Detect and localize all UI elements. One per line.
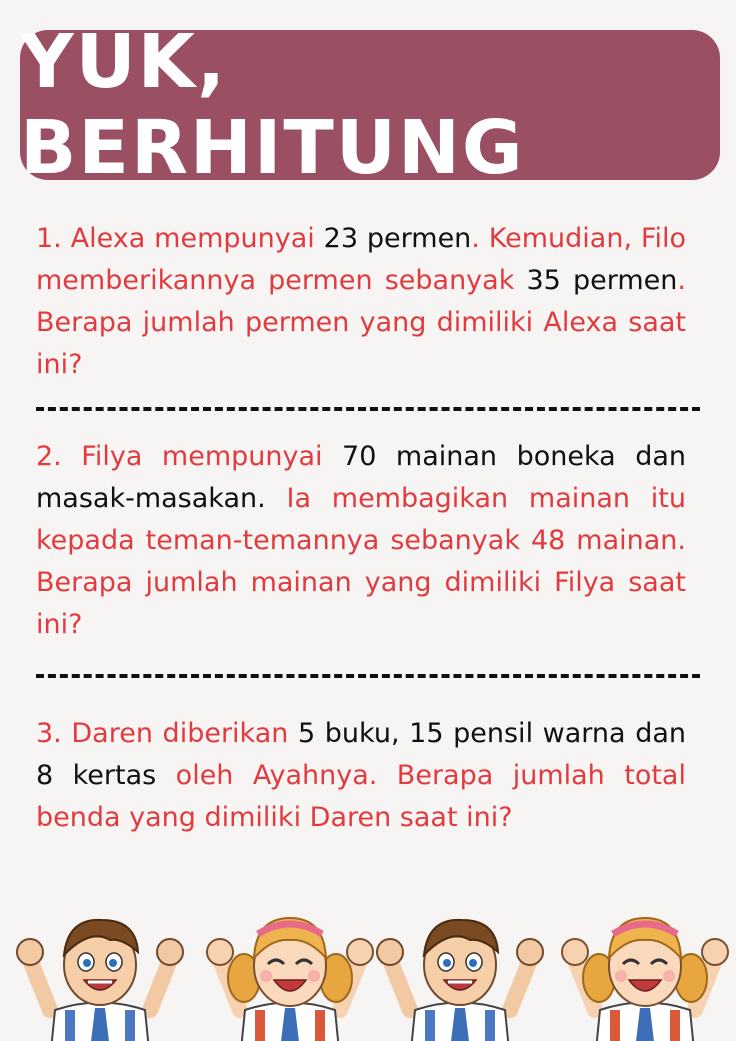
- question-2-text-1: 2. Filya mempunyai: [36, 441, 343, 472]
- dashed-divider: [36, 674, 700, 678]
- girl-cheering-icon: [562, 918, 728, 1041]
- question-3-text-2: 5 buku, 15 pensil warna dan 8 kertas: [36, 718, 687, 791]
- page-title: YUK, BERHITUNG: [20, 19, 525, 191]
- girl-cheering-icon: [207, 918, 373, 1041]
- kids-illustration: [0, 890, 736, 1041]
- question-2-text-2: 70 mainan boneka dan masak-masakan.: [36, 441, 686, 514]
- boy-cheering-icon: [17, 920, 183, 1041]
- question-3-text-1: 3. Daren diberikan: [36, 718, 298, 749]
- boy-cheering-icon: [377, 920, 543, 1041]
- question-1-text-4: 35 permen: [526, 265, 678, 296]
- question-1: [36, 218, 686, 386]
- dashed-divider: [36, 407, 700, 411]
- question-1-text-2: 23 permen: [323, 223, 472, 254]
- question-1-text-5: . Berapa jumlah permen yang dimiliki Alexa saat ini?: [36, 265, 686, 380]
- question-1-text-3: . Kemudian, Filo memberikannya permen sebanyak: [36, 223, 686, 296]
- title-banner: [20, 19, 720, 191]
- question-3-text-3: oleh Ayahnya. Berapa jumlah total benda yang dimiliki Daren saat ini?: [36, 760, 686, 833]
- question-1-text-1: 1. Alexa mempunyai: [36, 223, 324, 254]
- question-2: [36, 436, 686, 646]
- question-3: [36, 713, 686, 839]
- question-2-text-3: Ia membagikan mainan itu kepada teman-temannya sebanyak 48 mainan. Berapa jumlah mainan yang dimiliki Filya saat ini?: [36, 483, 686, 640]
